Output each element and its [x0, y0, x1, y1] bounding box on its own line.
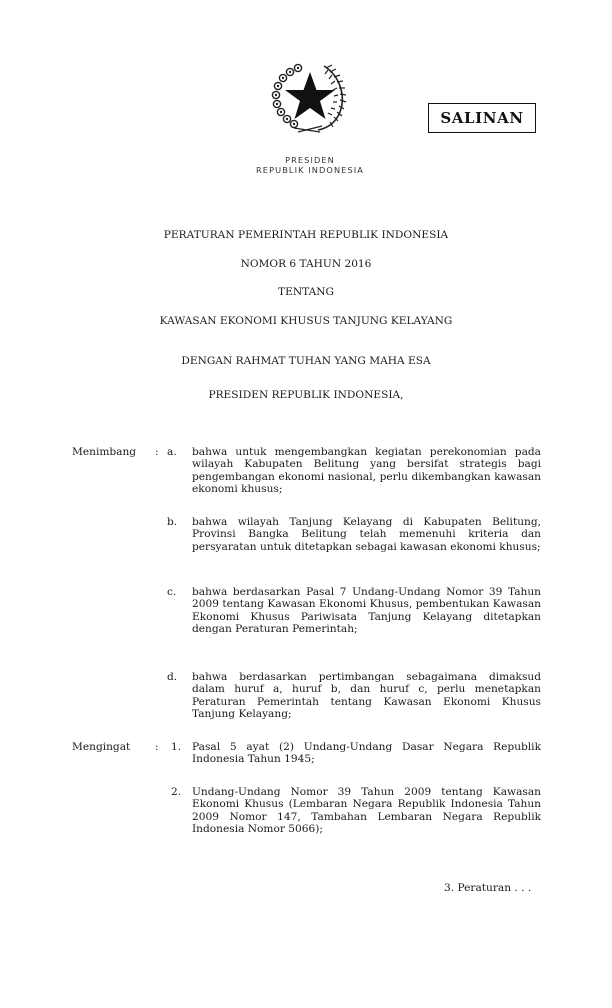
menimbang-item-c: [167, 586, 541, 636]
item-marker: 2.: [171, 786, 182, 798]
item-marker: d.: [167, 671, 178, 683]
item-text: bahwa wilayah Tanjung Kelayang di Kabupaten Belitung, Provinsi Bangka Belitung telah memenuhi kriteria dan persyaratan untuk ditetapkan sebagai kawasan ekonomi khusus;: [192, 516, 541, 553]
regulation-title: PERATURAN PEMERINTAH REPUBLIK INDONESIA: [163, 229, 449, 241]
item-marker: b.: [167, 516, 178, 528]
garuda-star-emblem-icon: [268, 58, 352, 136]
emblem-caption-presiden: PRESIDEN: [285, 155, 335, 165]
preamble-president: PRESIDEN REPUBLIK INDONESIA,: [208, 389, 404, 401]
item-marker: 1.: [171, 741, 182, 753]
mengingat-colon: :: [155, 741, 159, 753]
item-text: bahwa berdasarkan Pasal 7 Undang-Undang Nomor 39 Tahun 2009 tentang Kawasan Ekonomi Khusus, pembentukan Kawasan Ekonomi Khusus Pariwisata Tanjung Kelayang ditetapkan dengan Peraturan Pemerintah;: [192, 586, 541, 636]
page-continuation: 3. Peraturan . . .: [444, 882, 532, 894]
salinan-stamp: SALINAN: [428, 103, 536, 133]
emblem-caption-republik: REPUBLIK INDONESIA: [256, 165, 364, 175]
item-text: bahwa untuk mengembangkan kegiatan perekonomian pada wilayah Kabupaten Belitung yang bersifat strategis bagi pengembangan ekonomi nasional, perlu dikembangkan kawasan ekonomi khusus;: [192, 446, 541, 496]
item-marker: a.: [167, 446, 177, 458]
menimbang-label: Menimbang: [72, 446, 137, 458]
menimbang-item-b: [167, 516, 541, 553]
mengingat-item-2: [167, 786, 541, 836]
preamble-invocation: DENGAN RAHMAT TUHAN YANG MAHA ESA: [181, 355, 431, 367]
menimbang-item-a: [167, 446, 541, 496]
regulation-tentang: TENTANG: [278, 286, 334, 298]
item-text: Pasal 5 ayat (2) Undang-Undang Dasar Negara Republik Indonesia Tahun 1945;: [192, 741, 541, 766]
regulation-number: NOMOR 6 TAHUN 2016: [240, 258, 372, 270]
menimbang-colon: :: [155, 446, 159, 458]
presidential-emblem: [268, 58, 352, 136]
mengingat-item-1: [167, 741, 541, 766]
regulation-subject: KAWASAN EKONOMI KHUSUS TANJUNG KELAYANG: [159, 315, 453, 327]
menimbang-item-d: [167, 671, 541, 721]
item-text: bahwa berdasarkan pertimbangan sebagaimana dimaksud dalam huruf a, huruf b, dan huruf c, perlu menetapkan Peraturan Pemerintah tentang Kawasan Ekonomi Khusus Tanjung Kelayang;: [192, 671, 541, 721]
item-marker: c.: [167, 586, 177, 598]
item-text: Undang-Undang Nomor 39 Tahun 2009 tentang Kawasan Ekonomi Khusus (Lembaran Negara Republik Indonesia Tahun 2009 Nomor 147, Tambahan Lembaran Negara Republik Indonesia Nomor 5066);: [192, 786, 541, 836]
mengingat-label: Mengingat: [72, 741, 131, 753]
